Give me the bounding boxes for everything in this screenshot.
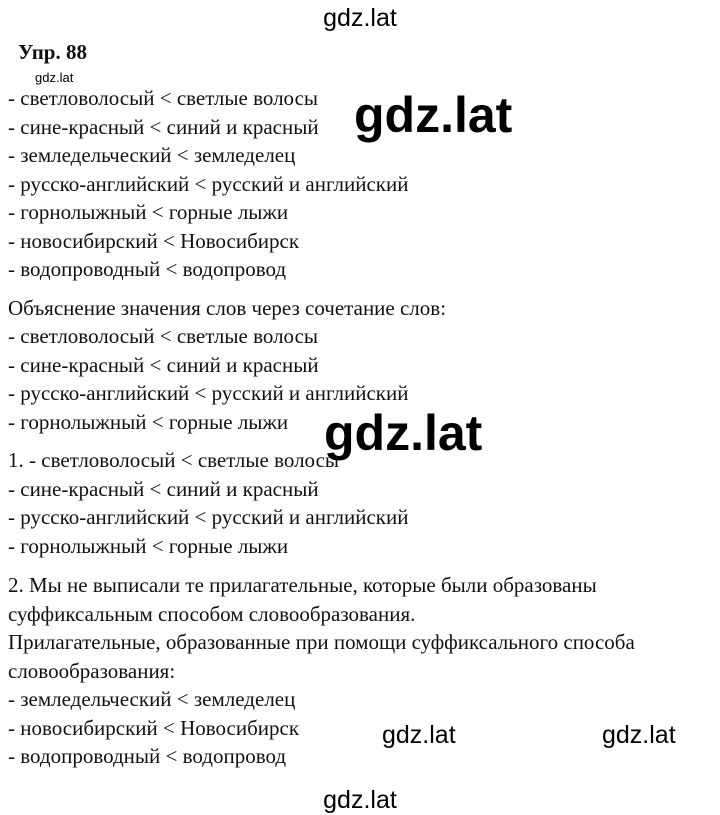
list-item: - водопроводный < водопровод [8, 257, 287, 281]
list-item: 1. - светловолосый < светлые волосы [8, 448, 339, 472]
explanation-heading: Объяснение значения слов через сочетание слов: [8, 295, 447, 320]
list-item: - горнолыжный < горные лыжи [8, 533, 289, 558]
list-item: - новосибирский < Новосибирск [8, 715, 300, 740]
paragraph-line: суффиксальным способом словообразования. [8, 601, 416, 626]
paragraph-line: Прилагательные, образованные при помощи суффиксального способа [8, 630, 635, 654]
list-item: - горнолыжный < горные лыжи [8, 200, 289, 224]
list-item: - земледельческий < земледелец [8, 143, 296, 167]
paragraph-line: словообразования: [8, 658, 176, 683]
list-item: - водопроводный < водопровод [8, 744, 287, 768]
list-item: - русско-английский < русский и английский [8, 505, 409, 529]
watermark-small: gdz.lat [35, 70, 74, 85]
watermark-medium: gdz.lat [382, 721, 456, 749]
list-item: - русско-английский < русский и английский [8, 171, 409, 196]
list-item: - земледельческий < земледелец [8, 687, 296, 711]
list-item: - новосибирский < Новосибирск [8, 228, 300, 253]
paragraph-line: 2. Мы не выписали те прилагательные, которые были образованы [8, 573, 597, 597]
exercise-title: Упр. 88 [18, 40, 87, 64]
list-item: - сине-красный < синий и красный [8, 352, 319, 377]
list-3 [8, 446, 718, 560]
watermark-large: gdz.lat [354, 87, 513, 143]
watermark-large: gdz.lat [324, 405, 483, 461]
list-item: - сине-красный < синий и красный [8, 476, 319, 501]
watermark-top: gdz.lat [323, 4, 397, 32]
paragraph-2 [8, 571, 718, 685]
list-item: - светловолосый < светлые волосы [8, 86, 318, 110]
list-item: - горнолыжный < горные лыжи [8, 409, 289, 434]
watermark-bottom: gdz.lat [323, 786, 397, 814]
watermark-medium: gdz.lat [602, 721, 676, 749]
list-item: - светловолосый < светлые волосы [8, 324, 318, 348]
list-item: - сине-красный < синий и красный [8, 114, 319, 139]
list-item: - русско-английский < русский и английский [8, 381, 409, 405]
